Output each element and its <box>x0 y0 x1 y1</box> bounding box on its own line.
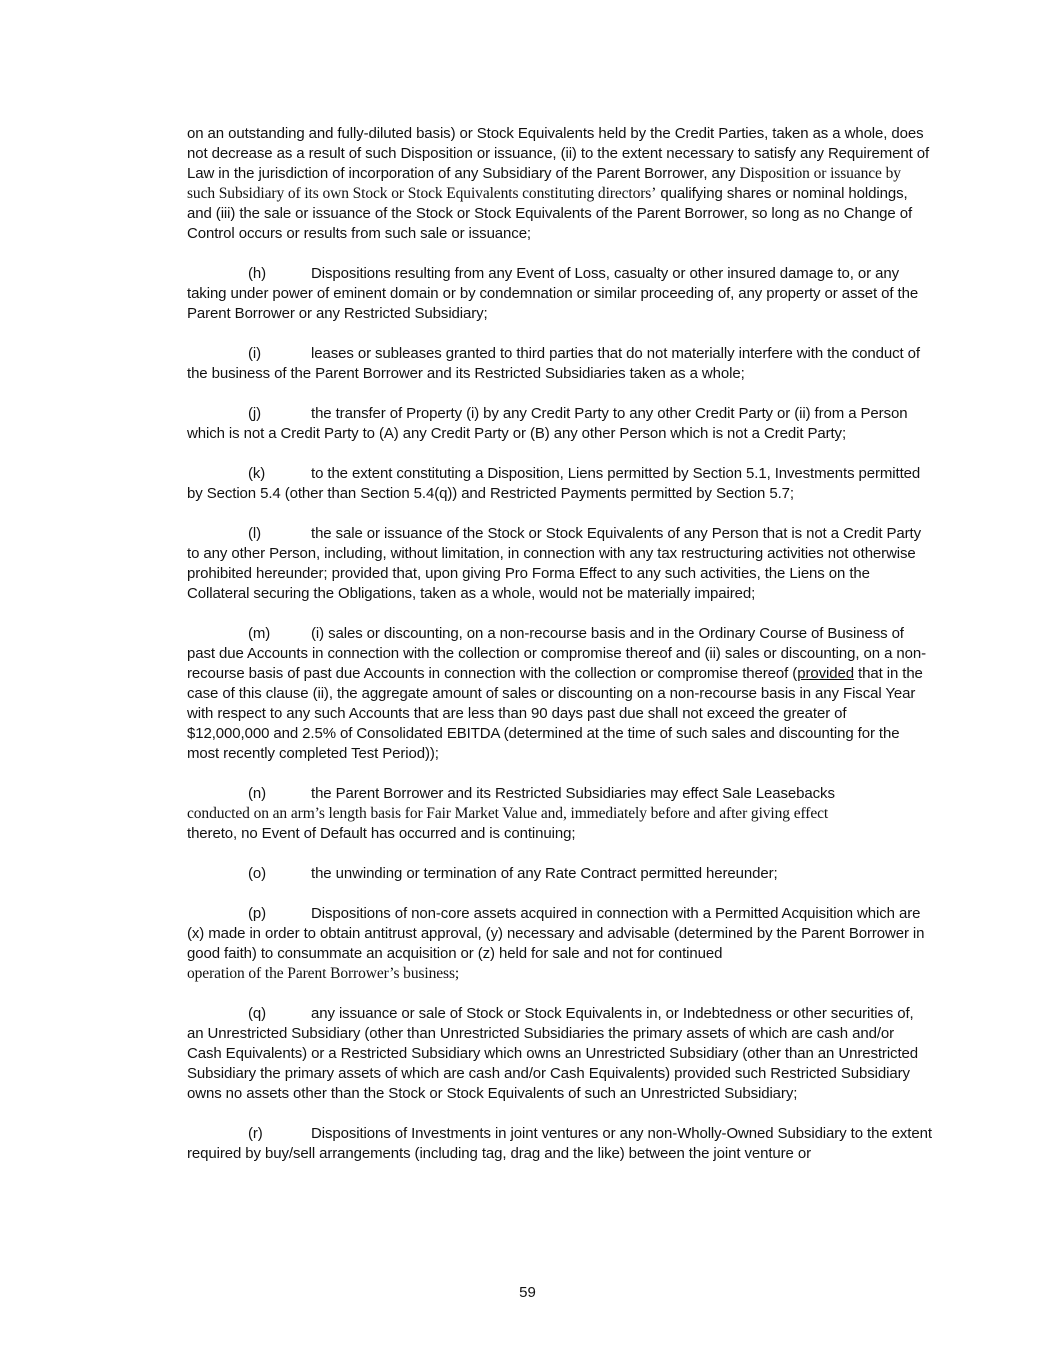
clause-label: (p) <box>248 905 267 922</box>
clause-label: (o) <box>248 865 267 882</box>
clause-text: the sale or issuance of the Stock or Stock Equivalents of any Person that is not a Credit Party to any other Person, including, without limitation, in connection with any tax restructuring activities not otherwise prohibited hereunder; provided that, upon giving Pro Forma Effect to any such activities, the Liens on the Collateral securing the Obligations, taken as a whole, would not be materially impaired; <box>187 525 921 602</box>
clause-text-b: operation of the Parent Borrower’s business; <box>187 965 460 982</box>
clause-text: leases or subleases granted to third parties that do not materially interfere with the conduct of the business of the Parent Borrower and its Restricted Subsidiaries taken as a whole; <box>187 345 920 382</box>
clause-label: (q) <box>248 1005 267 1022</box>
clause-text: Dispositions of Investments in joint ventures or any non-Wholly-Owned Subsidiary to the extent required by buy/sell arrangements (including tag, drag and the like) between the joint venture or <box>187 1125 932 1162</box>
clause-text-a: the Parent Borrower and its Restricted Subsidiaries may effect Sale Leasebacks <box>311 785 835 802</box>
intro-text-c: qualifying shares or nominal holdings, and (iii) the sale or issuance of the Stock or Stock Equivalents of the Parent Borrower, so long as no Change of Control occurs or results from such sale or issuance; <box>187 185 913 242</box>
clause-o <box>187 864 932 884</box>
provided-underlined: provided <box>797 665 854 682</box>
clause-label: (k) <box>248 465 266 482</box>
clause-label: (l) <box>248 525 262 542</box>
intro-paragraph <box>187 124 932 244</box>
clause-text-a: Dispositions of non-core assets acquired in connection with a Permitted Acquisition which are (x) made in order to obtain antitrust approval, (y) necessary and advisable (determined by the Parent Borrower in good faith) to consummate an acquisition or (z) held for sale and not for continued <box>187 905 925 962</box>
clause-text: any issuance or sale of Stock or Stock Equivalents in, or Indebtedness or other securities of, an Unrestricted Subsidiary (other than Unrestricted Subsidiaries the primary assets of which are cash and/or Cash Equivalents) or a Restricted Subsidiary which owns an Unrestricted Subsidiary (other than an Unrestricted Subsidiary the primary assets of which are cash and/or Cash Equivalents) provided such Restricted Subsidiary owns no assets other than the Stock or Stock Equivalents of such an Unrestricted Subsidiary; <box>187 1005 919 1102</box>
clause-i <box>187 344 932 384</box>
clause-text-b: conducted on an arm’s length basis for Fair Market Value and, immediately before and after giving effect <box>187 805 829 822</box>
clause-j <box>187 404 932 444</box>
clause-label: (j) <box>248 405 262 422</box>
clause-p <box>187 904 932 984</box>
clause-r <box>187 1124 932 1164</box>
document-page <box>187 124 932 1184</box>
clause-text-a: (i) sales or discounting, on a non-recourse basis and in the Ordinary Course of Business of past due Accounts in connection with the collection or compromise thereof and (ii) sales or discounting, on a non-recourse basis of past due Accounts in connection with the collection or compromise thereof ( <box>187 625 927 682</box>
clause-n <box>187 784 932 844</box>
page-number: 59 <box>519 1284 536 1301</box>
clause-text: the transfer of Property (i) by any Credit Party to any other Credit Party or (ii) from a Person which is not a Credit Party to (A) any Credit Party or (B) any other Person which is not a Credit Party; <box>187 405 908 442</box>
clause-l <box>187 524 932 604</box>
clause-label: (i) <box>248 345 262 362</box>
clause-text: the unwinding or termination of any Rate Contract permitted hereunder; <box>311 865 778 882</box>
clause-k <box>187 464 932 504</box>
clause-q <box>187 1004 932 1104</box>
clause-label: (h) <box>248 265 267 282</box>
clause-label: (m) <box>248 625 271 642</box>
clause-m <box>187 624 932 764</box>
intro-text-b: Disposition or issuance by such Subsidiary of its own Stock or Stock Equivalents constituting directors’ <box>187 165 901 202</box>
clause-h <box>187 264 932 324</box>
intro-text-a: on an outstanding and fully-diluted basis) or Stock Equivalents held by the Credit Parties, taken as a whole, does not decrease as a result of such Disposition or issuance, (ii) to the extent necessary to satisfy any Requirement of Law in the jurisdiction of incorporation of any Subsidiary of the Parent Borrower, any <box>187 125 930 182</box>
clause-text-c: thereto, no Event of Default has occurred and is continuing; <box>187 825 576 842</box>
clause-label: (r) <box>248 1125 263 1142</box>
clause-label: (n) <box>248 785 267 802</box>
clause-text: to the extent constituting a Disposition, Liens permitted by Section 5.1, Investments permitted by Section 5.4 (other than Section 5.4(q)) and Restricted Payments permitted by Section 5.7; <box>187 465 921 502</box>
clause-text-b: that in the case of this clause (ii), the aggregate amount of sales or discounting on a non-recourse basis in any Fiscal Year with respect to any such Accounts that are less than 90 days past due shall not exceed the greater of $12,000,000 and 2.5% of Consolidated EBITDA (determined at the time of such sales and discounting for the most recently completed Test Period)); <box>187 665 923 762</box>
clause-text: Dispositions resulting from any Event of Loss, casualty or other insured damage to, or any taking under power of eminent domain or by condemnation or similar proceeding of, any property or asset of the Parent Borrower or any Restricted Subsidiary; <box>187 265 919 322</box>
